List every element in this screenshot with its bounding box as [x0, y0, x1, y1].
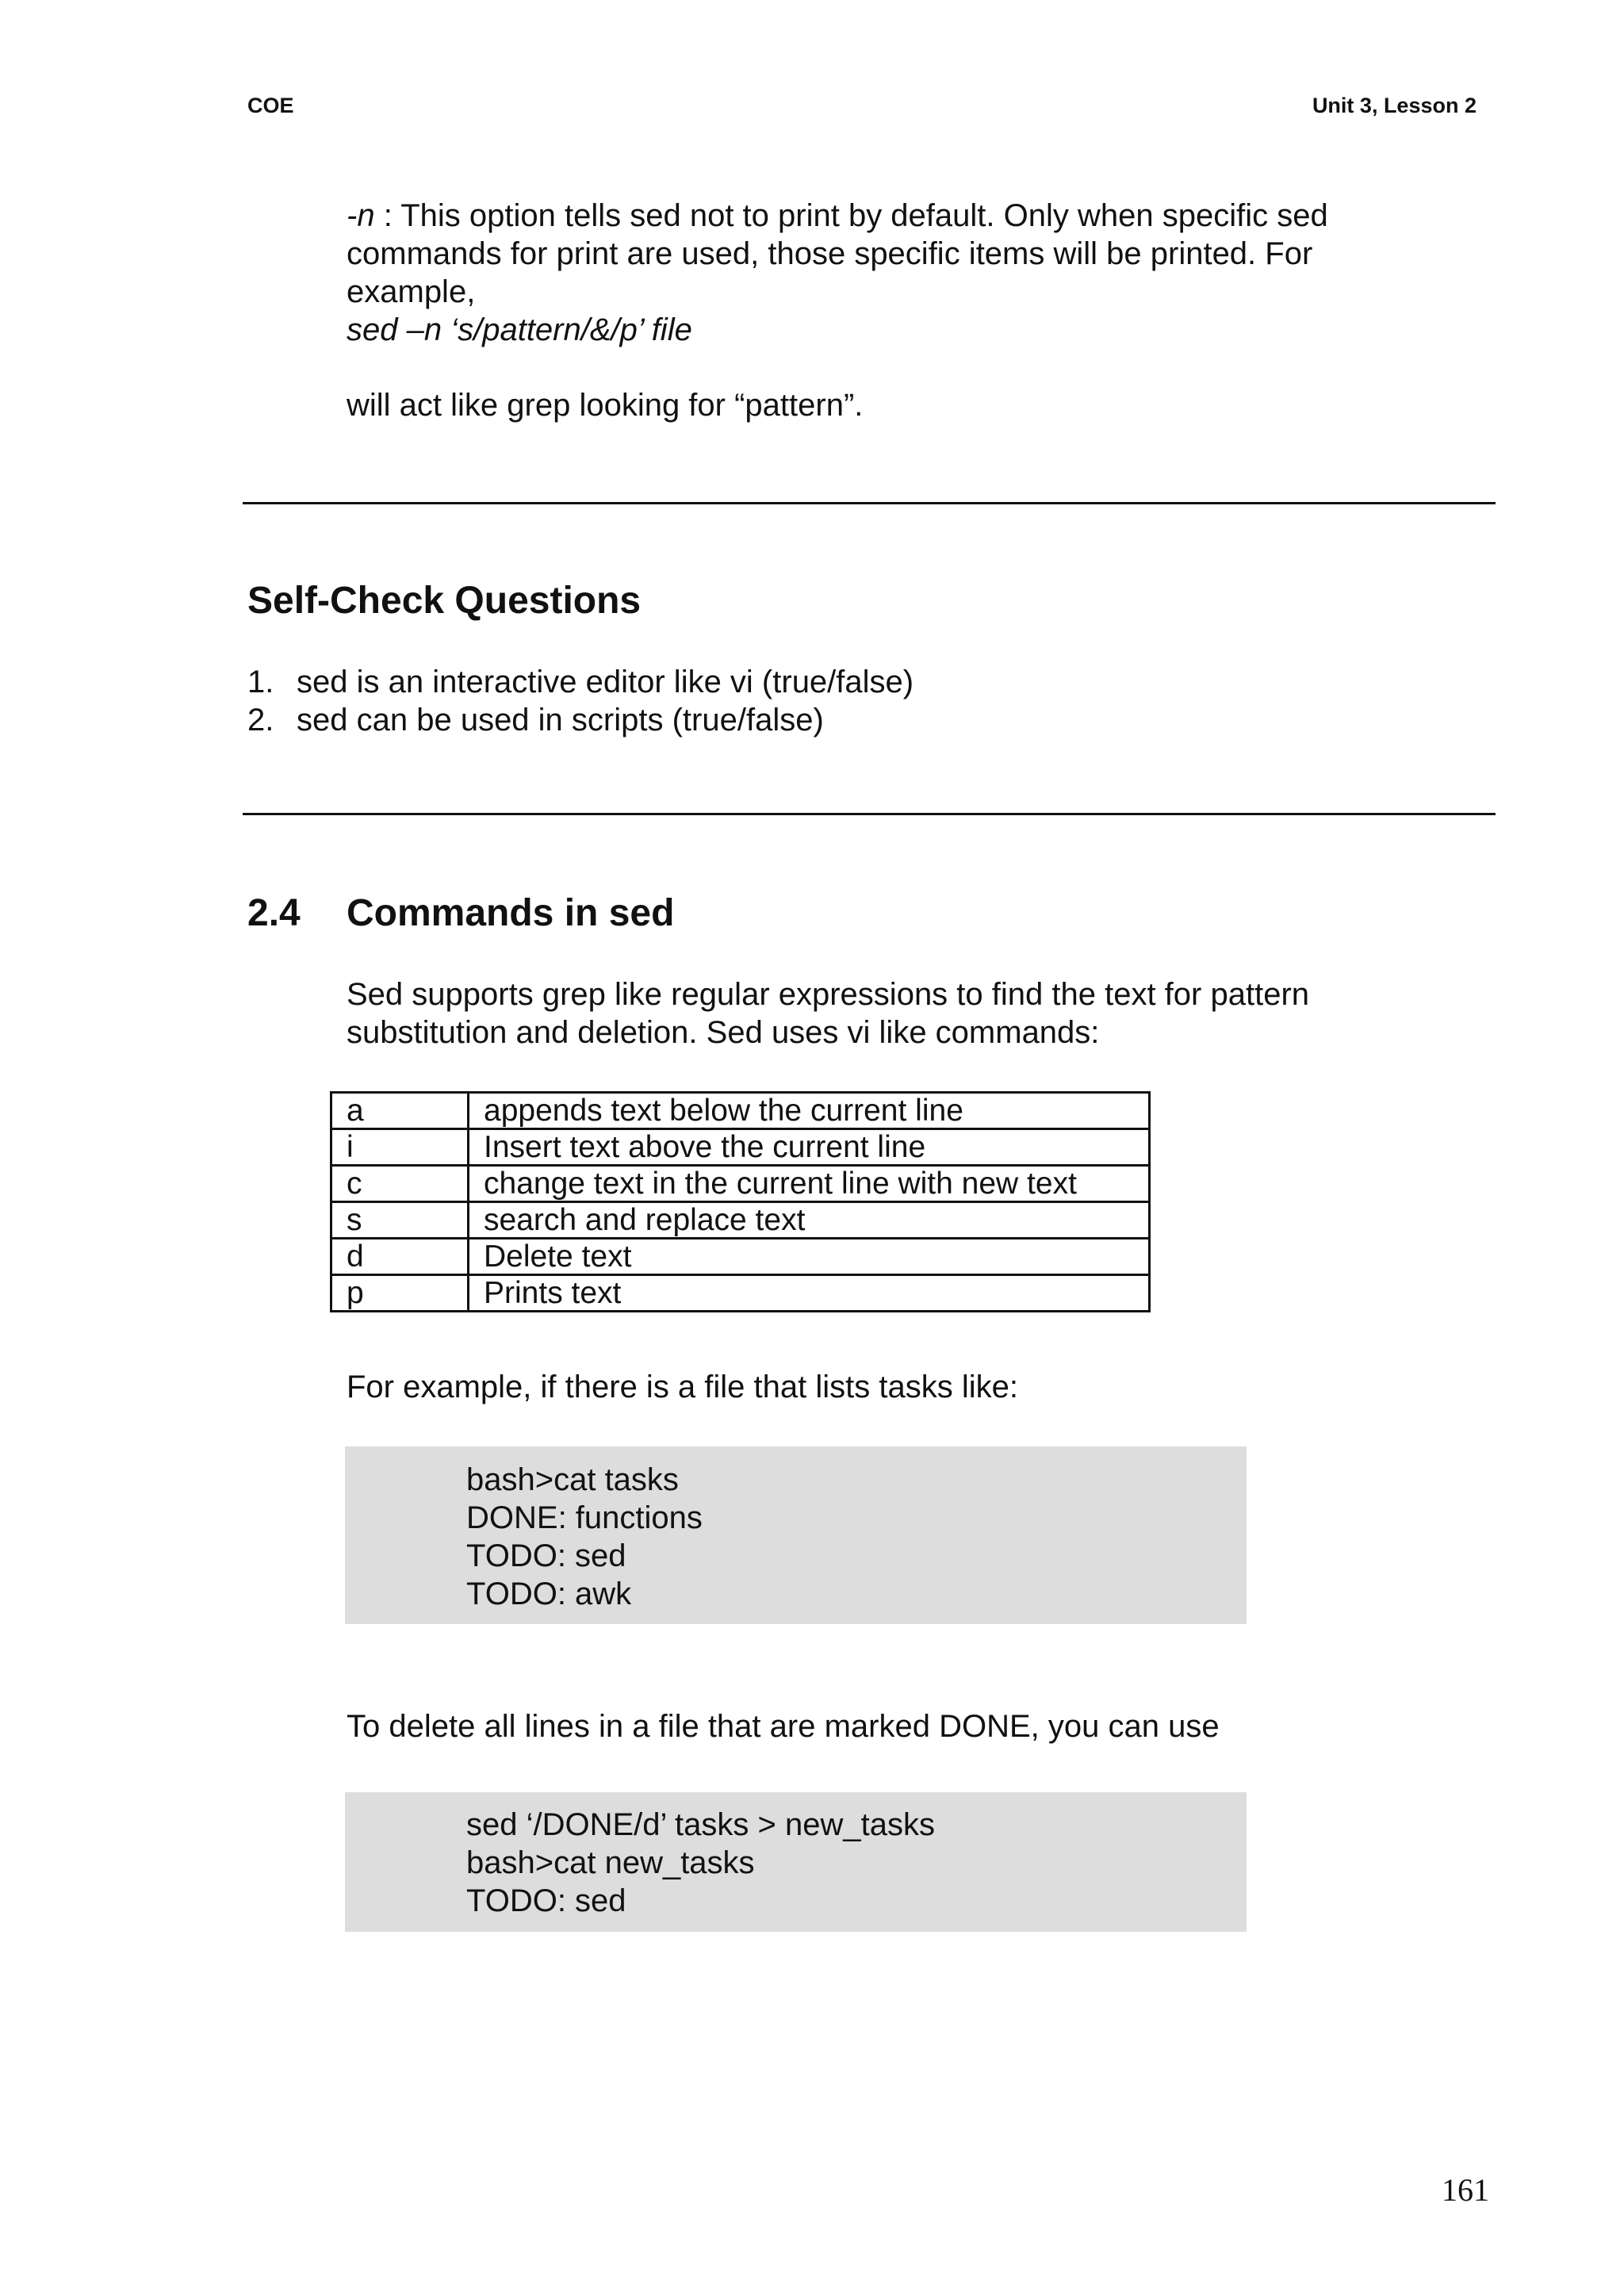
delete-intro: To delete all lines in a file that are marked DONE, you can use: [347, 1709, 1220, 1744]
example-intro: For example, if there is a file that lists tasks like:: [347, 1370, 1018, 1404]
section-number: 2.4: [247, 892, 301, 934]
table-row: d Delete text: [331, 1239, 1150, 1275]
table-row: a appends text below the current line: [331, 1093, 1150, 1129]
divider-1: [243, 502, 1496, 504]
code-block-1: [345, 1446, 1247, 1624]
code-line: TODO: sed: [466, 1538, 626, 1573]
code-line: sed ‘/DONE/d’ tasks > new_tasks: [466, 1807, 935, 1842]
code-line: DONE: functions: [466, 1500, 703, 1535]
table-row: i Insert text above the current line: [331, 1129, 1150, 1166]
option-n-line3: example,: [347, 274, 476, 309]
table-row: p Prints text: [331, 1275, 1150, 1312]
code-line: TODO: awk: [466, 1577, 632, 1611]
header-left: COE: [247, 94, 294, 117]
list-item: 2. sed can be used in scripts (true/false): [247, 703, 824, 738]
divider-2: [243, 813, 1496, 815]
option-n-line2: commands for print are used, those specific items will be printed. For: [347, 236, 1313, 271]
self-check-list: [247, 663, 914, 739]
option-n-line1: -n : This option tells sed not to print by default. Only when specific sed: [347, 198, 1328, 233]
code-line: bash>cat new_tasks: [466, 1845, 755, 1880]
commands-table: [330, 1091, 1151, 1312]
option-n-paragraph: [347, 197, 1441, 349]
page-number: 161: [1442, 2172, 1489, 2208]
section-title: Commands in sed: [347, 892, 675, 934]
option-n-example: sed –n ‘s/pattern/&/p’ file: [347, 312, 692, 347]
code-line: TODO: sed: [466, 1883, 626, 1918]
code-line: bash>cat tasks: [466, 1462, 679, 1497]
section-intro: Sed supports grep like regular expressions to find the text for pattern substitution and deletion. Sed uses vi like commands:: [347, 977, 1310, 1050]
option-flag: -n: [347, 198, 375, 233]
table-row: s search and replace text: [331, 1202, 1150, 1239]
table-row: c change text in the current line with new text: [331, 1166, 1150, 1202]
option-n-result: will act like grep looking for “pattern”.: [347, 388, 864, 423]
header-right: Unit 3, Lesson 2: [1312, 94, 1477, 117]
self-check-title: Self-Check Questions: [247, 580, 642, 622]
list-item: 1. sed is an interactive editor like vi (true/false): [247, 665, 914, 699]
code-block-2: [345, 1792, 1247, 1932]
